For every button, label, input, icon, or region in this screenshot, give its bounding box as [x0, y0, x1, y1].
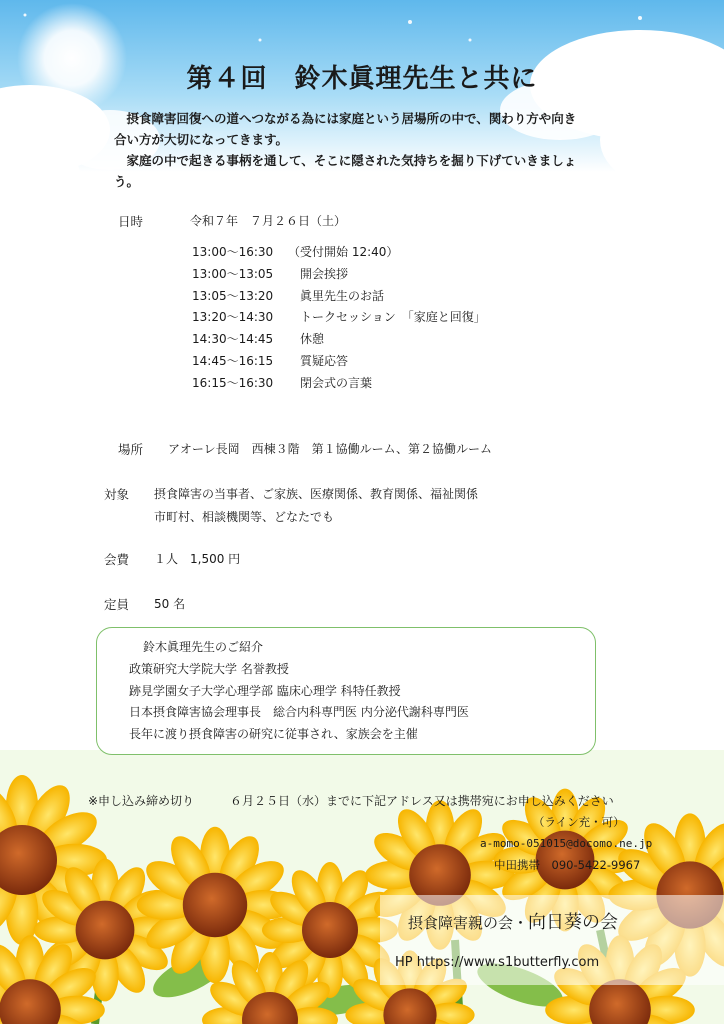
profile-heading: 鈴木眞理先生のご紹介	[143, 640, 264, 654]
capacity-value: 50 名	[154, 597, 186, 611]
intro-text	[114, 108, 584, 192]
target-line-1: 摂食障害の当事者、ご家族、医療関係、教育関係、福祉関係	[154, 487, 479, 501]
schedule-desc: 質疑応答	[300, 353, 349, 368]
schedule-row	[192, 242, 486, 264]
capacity-label: 定員	[104, 597, 130, 612]
profile-line: 政策研究大学院大学 名誉教授	[129, 662, 289, 676]
schedule-row	[192, 286, 486, 308]
schedule-row	[192, 373, 486, 395]
profile-line: 日本摂食障害協会理事長 総合内科専門医 内分泌代謝科専門医	[129, 705, 469, 719]
schedule-time: 13:20～14:30	[192, 310, 274, 325]
profile-line: 跡見学園女子大学心理学部 臨床心理学 科特任教授	[129, 683, 401, 698]
datetime-label: 日時	[118, 214, 144, 229]
schedule-desc: 眞里先生のお話	[300, 288, 385, 303]
intro-paragraph-2: 家庭の中で起きる事柄を通して、そこに隠された気持ちを掘り下げていきましょう。	[114, 153, 577, 189]
homepage-link[interactable]: HP https://www.s1butterfly.com	[395, 955, 600, 970]
venue-value: アオーレ長岡 西棟３階 第１協働ルーム、第２協働ルーム	[168, 442, 493, 456]
schedule-list	[192, 242, 486, 395]
schedule-time: 14:30～14:45	[192, 332, 274, 347]
schedule-time: 13:05～13:20	[192, 288, 274, 303]
venue-label: 場所	[118, 442, 144, 457]
event-date: 令和７年 ７月２６日（土）	[190, 214, 347, 228]
schedule-time: 14:45～16:15	[192, 353, 274, 368]
schedule-desc: （受付開始 12:40）	[288, 245, 399, 259]
schedule-row	[192, 351, 486, 373]
schedule-time: 16:15～16:30	[192, 375, 274, 390]
schedule-time: 13:00～13:05	[192, 266, 274, 281]
schedule-desc: 閉会式の言葉	[300, 375, 373, 390]
fee-label: 会費	[104, 552, 130, 567]
line-ok-note: （ライン充・可）	[533, 815, 625, 829]
organizer	[408, 908, 618, 934]
schedule-row	[192, 307, 486, 329]
target-label: 対象	[104, 487, 130, 502]
fee-value: １人 1,500 円	[154, 552, 241, 566]
contact-email[interactable]: a-momo-051015@docomo.ne.jp	[480, 837, 653, 850]
schedule-row	[192, 264, 486, 286]
schedule-desc: 休憩	[300, 332, 325, 347]
organizer-name: 向日葵の会	[528, 912, 619, 933]
schedule-row	[192, 329, 486, 351]
schedule-desc: 開会挨拶	[300, 266, 349, 281]
intro-paragraph-1: 摂食障害回復への道へつながる為には家庭という居場所の中で、関わり方や向き合い方が大切になってきます。	[114, 111, 577, 147]
profile-lines	[129, 659, 469, 745]
profile-line: 長年に渡り摂食障害の研究に従事され、家族会を主催	[129, 726, 418, 741]
contact-mobile: 中田携帯 090-5422-9967	[494, 858, 641, 872]
profile-box	[96, 627, 596, 755]
organizer-prefix: 摂食障害親の会・	[408, 914, 529, 932]
schedule-time: 13:00～16:30	[192, 245, 274, 259]
target-line-2: 市町村、相談機関等、どなたでも	[154, 510, 335, 524]
page-title: 第４回 鈴木眞理先生と共に	[186, 64, 538, 94]
application-deadline: ※申し込み締め切り ６月２５日（水）までに下記アドレス又は携帯宛にお申し込みください	[88, 794, 614, 808]
schedule-desc: トークセッション 「家庭と回復」	[300, 310, 486, 325]
